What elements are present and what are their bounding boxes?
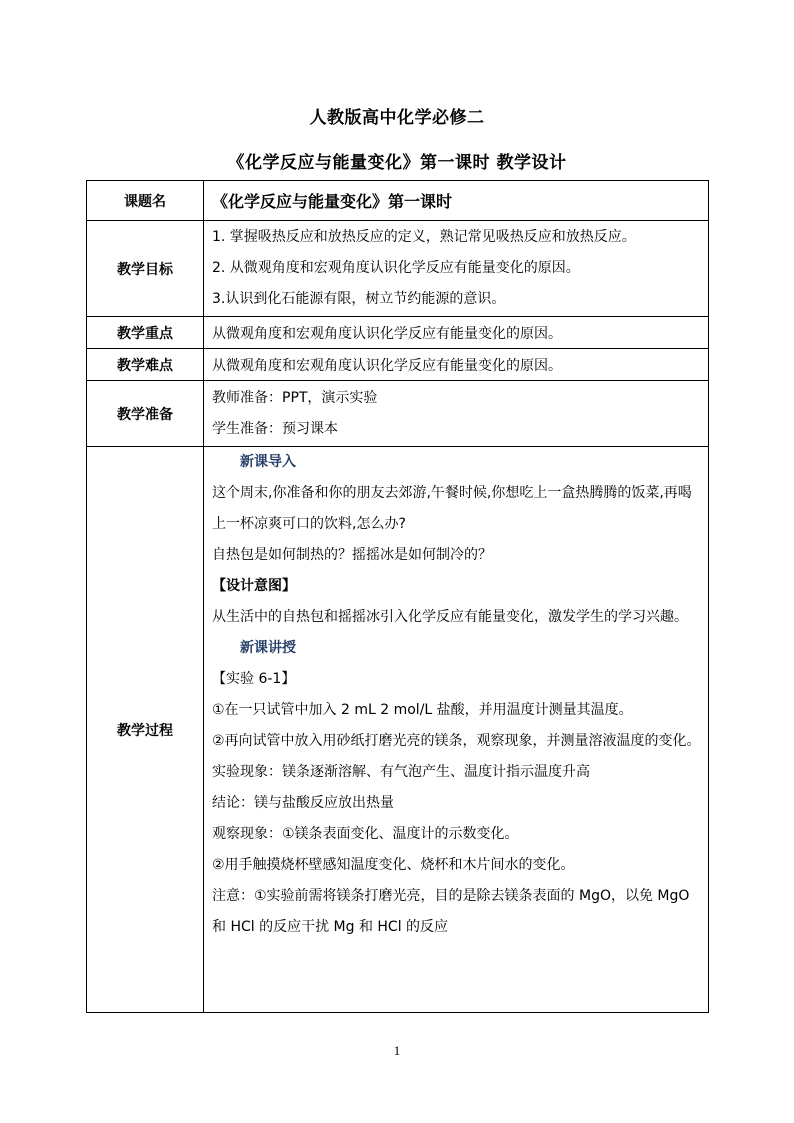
difficulties-label: 教学难点 xyxy=(87,349,204,381)
design-intent-heading: 【设计意图】 xyxy=(212,578,296,594)
objectives-cell xyxy=(204,221,709,317)
student-preparation: 学生准备：预习课本 xyxy=(212,420,338,437)
table-row-preparation xyxy=(87,381,709,447)
topic-cell xyxy=(204,181,709,221)
key-points-value: 从微观角度和宏观角度认识化学反应有能量变化的原因。 xyxy=(204,317,709,349)
objective-item: 1. 掌握吸热反应和放热反应的定义，熟记常见吸热反应和放热反应。 xyxy=(212,229,636,245)
observation-1: 观察现象：①镁条表面变化、温度计的示数变化。 xyxy=(212,826,519,842)
document-title: 人教版高中化学必修二 xyxy=(309,108,485,128)
topic-label: 课题名 xyxy=(87,181,204,221)
key-points-label: 教学重点 xyxy=(87,317,204,349)
preparation-label: 教学准备 xyxy=(87,381,204,447)
experiment-step-2: ②再向试管中放入用砂纸打磨光亮的镁条，观察现象，并测量溶液温度的变化。 xyxy=(212,733,701,749)
teacher-preparation: 教师准备：PPT，演示实验 xyxy=(212,389,378,406)
experiment-note: 注意：①实验前需将镁条打磨光亮，目的是除去镁条表面的 MgO，以免 MgO 和 HCl 的反应干扰 Mg 和 HCl 的反应 xyxy=(212,888,690,935)
objective-item: 3.认识到化石能源有限，树立节约能源的意识。 xyxy=(212,291,506,307)
page-number: 1 xyxy=(393,1043,401,1058)
process-label: 教学过程 xyxy=(87,447,204,1013)
intro-question: 自热包是如何制热的？摇摇冰是如何制冷的？ xyxy=(212,547,492,563)
preparation-cell xyxy=(204,381,709,447)
difficulties-value: 从微观角度和宏观角度认识化学反应有能量变化的原因。 xyxy=(204,349,709,381)
table-row-topic xyxy=(87,181,709,221)
table-row-difficulties xyxy=(87,349,709,381)
experiment-conclusion: 结论：镁与盐酸反应放出热量 xyxy=(212,795,394,811)
observation-2: ②用手触摸烧杯壁感知温度变化、烧杯和木片间水的变化。 xyxy=(212,857,575,873)
experiment-phenomenon: 实验现象：镁条逐渐溶解、有气泡产生、温度计指示温度升高 xyxy=(212,764,590,780)
lesson-plan-table xyxy=(86,180,709,1013)
table-row-objectives xyxy=(87,221,709,317)
objectives-label: 教学目标 xyxy=(87,221,204,317)
objective-item: 2. 从微观角度和宏观角度认识化学反应有能量变化的原因。 xyxy=(212,260,580,276)
document-subtitle: 《化学反应与能量变化》第一课时 教学设计 xyxy=(227,153,567,173)
design-intent-text: 从生活中的自热包和摇摇冰引入化学反应有能量变化，激发学生的学习兴趣。 xyxy=(212,609,688,625)
table-row-process xyxy=(87,447,709,1013)
process-cell xyxy=(204,447,709,1013)
intro-heading: 新课导入 xyxy=(240,454,296,470)
topic-value: 《化学反应与能量变化》第一课时 xyxy=(212,192,453,211)
lecture-heading: 新课讲授 xyxy=(240,640,296,656)
experiment-step-1: ①在一只试管中加入 2 mL 2 mol/L 盐酸，并用温度计测量其温度。 xyxy=(212,702,633,718)
intro-text: 这个周末,你准备和你的朋友去郊游,午餐时候,你想吃上一盒热腾腾的饭菜,再喝上一杯凉爽可口的饮料,怎么办? xyxy=(212,485,692,532)
experiment-heading: 【实验 6-1】 xyxy=(212,671,296,687)
table-row-key-points xyxy=(87,317,709,349)
